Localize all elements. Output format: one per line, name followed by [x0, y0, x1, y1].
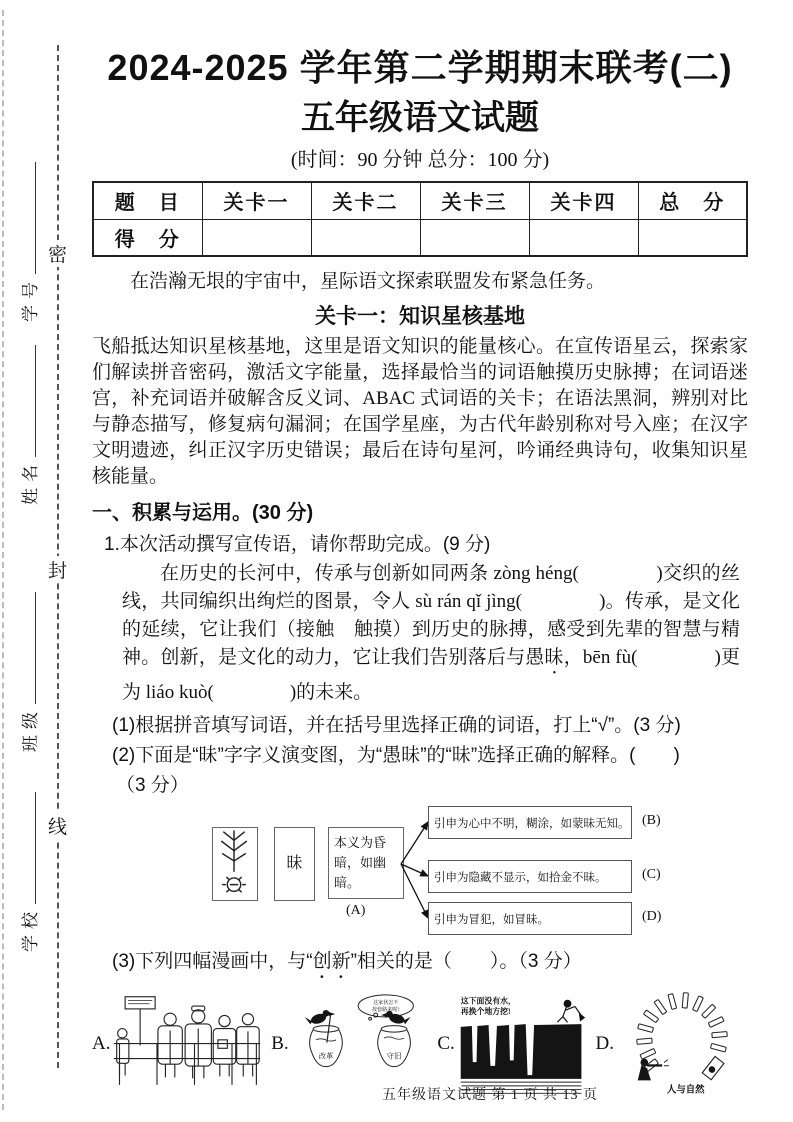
- student-id-field: [16, 162, 40, 322]
- meaning-option-b: 引申为心中不明，糊涂，如蒙昧无知。: [428, 806, 632, 839]
- score-header-timu: 题 目: [93, 182, 202, 219]
- score-cell-level2: [311, 219, 420, 256]
- falling-frame: [702, 1057, 724, 1080]
- ground-cross-section: [461, 1024, 582, 1079]
- character-box: 昧: [274, 827, 315, 901]
- oracle-pictograph-box: [212, 827, 258, 901]
- jar-reform: [309, 1026, 342, 1067]
- bubble-text-2: 按套路来呢?: [371, 1007, 400, 1014]
- student-class-blank: [18, 592, 36, 704]
- comic-a: [92, 989, 262, 1101]
- comic-d: [596, 989, 748, 1101]
- score-header-level1: 关卡一: [202, 182, 311, 219]
- student-name-label: 姓名: [21, 459, 40, 505]
- score-row-label: 得 分: [93, 219, 202, 256]
- question1-2: (2)下面是“昧”字字义演变图，为“愚昧”的“昧”选择正确的解释。( ): [112, 745, 680, 767]
- option-label-d: (D): [642, 909, 662, 925]
- score-header-level4: 关卡四: [529, 182, 638, 219]
- question1-stem: 1.本次活动撰写宣传语，请你帮助完成。(9 分): [104, 534, 491, 556]
- meaning-option-d: 引申为冒犯，如冒昧。: [428, 902, 632, 935]
- option-label-c: (C): [642, 867, 661, 883]
- origin-meaning-box: 本义为昏暗，如幽暗。: [328, 827, 404, 899]
- comic-d-dominoes-drawing: [616, 989, 748, 1101]
- origin-label-a: (A): [346, 903, 366, 919]
- comic-b-label: B.: [271, 1033, 289, 1055]
- passage-segment-b: ，bēn fù( )更为 liáo kuò( )的未来。: [122, 647, 740, 704]
- option-label-b: (B): [642, 813, 661, 829]
- student-id-blank: [18, 162, 36, 274]
- score-table: [92, 181, 748, 257]
- score-table-header-row: [93, 182, 747, 219]
- oracle-pictograph-icon: [213, 828, 255, 898]
- person-1: [158, 1013, 182, 1077]
- score-header-level2: 关卡二: [311, 182, 420, 219]
- level1-description: 飞船抵达知识星核基地，这里是语文知识的能量核心。在宣传语星云，探索家们解读拼音密码，激活文字能量，选择最恰当的词语触摸历史脉搏；在词语迷宫，补充词语并破解含反义词、ABAC 式词语的关卡；在语法黑洞，辨别对比与静态描写，修复病句漏洞；在国学星座，为古代年龄别称对号入座；在汉字文明遗迹，纠正汉字历史错误；最后在诗句星河，吟诵经典诗句，收集知识星核能量。: [92, 336, 748, 488]
- score-cell-level1: [202, 219, 311, 256]
- student-class-field: [16, 592, 40, 752]
- score-header-level3: 关卡三: [420, 182, 529, 219]
- q3-suffix: ”相关的是（ ）。（3 分）: [350, 951, 582, 973]
- exam-title: 2024-2025 学年第二学期期末联考(二): [107, 47, 733, 88]
- person-2: [186, 1006, 212, 1078]
- exam-time-score: (时间：90 分钟 总分：100 分): [290, 149, 550, 172]
- student-id-label: 学号: [21, 276, 40, 322]
- part1-heading: 一、积累与运用。(30 分): [92, 502, 314, 525]
- comic-a-label: A.: [92, 1033, 111, 1055]
- student-school-field: [16, 792, 40, 952]
- question1-3: [112, 946, 748, 983]
- comic-d-label: D.: [595, 1033, 614, 1055]
- seal-char-mi: 密: [47, 240, 68, 267]
- passage-emphasis-char: 昧: [544, 647, 564, 669]
- comic-c-label: C.: [437, 1033, 455, 1055]
- score-cell-level4: [529, 219, 638, 256]
- jar-conservative: [377, 1026, 410, 1067]
- question1-2-points: （3 分）: [116, 775, 189, 797]
- student-name-field: [16, 345, 40, 505]
- straw: [327, 1015, 331, 1043]
- digger-figure: [557, 1000, 584, 1022]
- exam-subtitle: 五年级语文试题: [301, 98, 539, 137]
- railing: [114, 1044, 260, 1085]
- question1-passage: [122, 560, 740, 707]
- muzzle-flash: [664, 1060, 669, 1066]
- seal-char-feng: 封: [47, 556, 68, 583]
- passage-segment-a: 在历史的长河中，传承与创新如同两条 zòng héng( )交织的丝线，共同编织出绚烂的图景，令人 sù rán qǐ jìng( )。传承，是文化的延续，它让我们（接触 触摸）到历史的脉搏，感受到先辈的智慧与精神。创新，是文化的动力，它让我们告别落后与愚: [122, 563, 740, 669]
- seal-char-xian: 线: [47, 812, 68, 839]
- score-header-total: 总 分: [638, 182, 747, 219]
- character-evolution-diagram: [92, 801, 748, 943]
- student-school-blank: [18, 792, 36, 904]
- score-table-score-row: [93, 219, 747, 256]
- page-edge-dashes: [2, 10, 4, 1110]
- student-school-label: 学校: [21, 906, 40, 952]
- mission-intro: 在浩瀚无垠的宇宙中，星际语文探索联盟发布紧急任务。: [130, 271, 606, 293]
- page-footer: 五年级语文试题 第 1 页 共 13 页: [382, 1088, 598, 1103]
- level1-heading: 关卡一：知识星核基地: [315, 305, 525, 329]
- student-class-label: 班级: [21, 706, 40, 752]
- question1-1: (1)根据拼音填写词语，并在括号里选择正确的词语，打上“√”。(3 分): [112, 715, 681, 737]
- comic-c-text-1: 这下面没有水，: [460, 996, 516, 1006]
- score-cell-total: [638, 219, 747, 256]
- comic-c-text-2: 再换个地方挖!: [460, 1006, 511, 1016]
- exam-content: [92, 44, 748, 1101]
- bus-stop-sign: [126, 997, 156, 1046]
- jar-right-label: 守旧: [386, 1051, 402, 1061]
- bubble-text-1: 这家伙怎不: [372, 1000, 399, 1007]
- meaning-option-c: 引申为隐藏不显示，如拾金不昧。: [428, 860, 632, 893]
- student-name-blank: [18, 345, 36, 457]
- jar-left-label: 改革: [318, 1051, 333, 1061]
- child-figure: [117, 1029, 129, 1076]
- q3-emphasis: 创新: [312, 951, 351, 973]
- score-cell-level3: [420, 219, 529, 256]
- q3-prefix: (3)下列四幅漫画中，与“: [112, 951, 313, 973]
- comic-a-queue-drawing: [112, 989, 262, 1101]
- comic-d-caption: 人与自然: [666, 1085, 705, 1096]
